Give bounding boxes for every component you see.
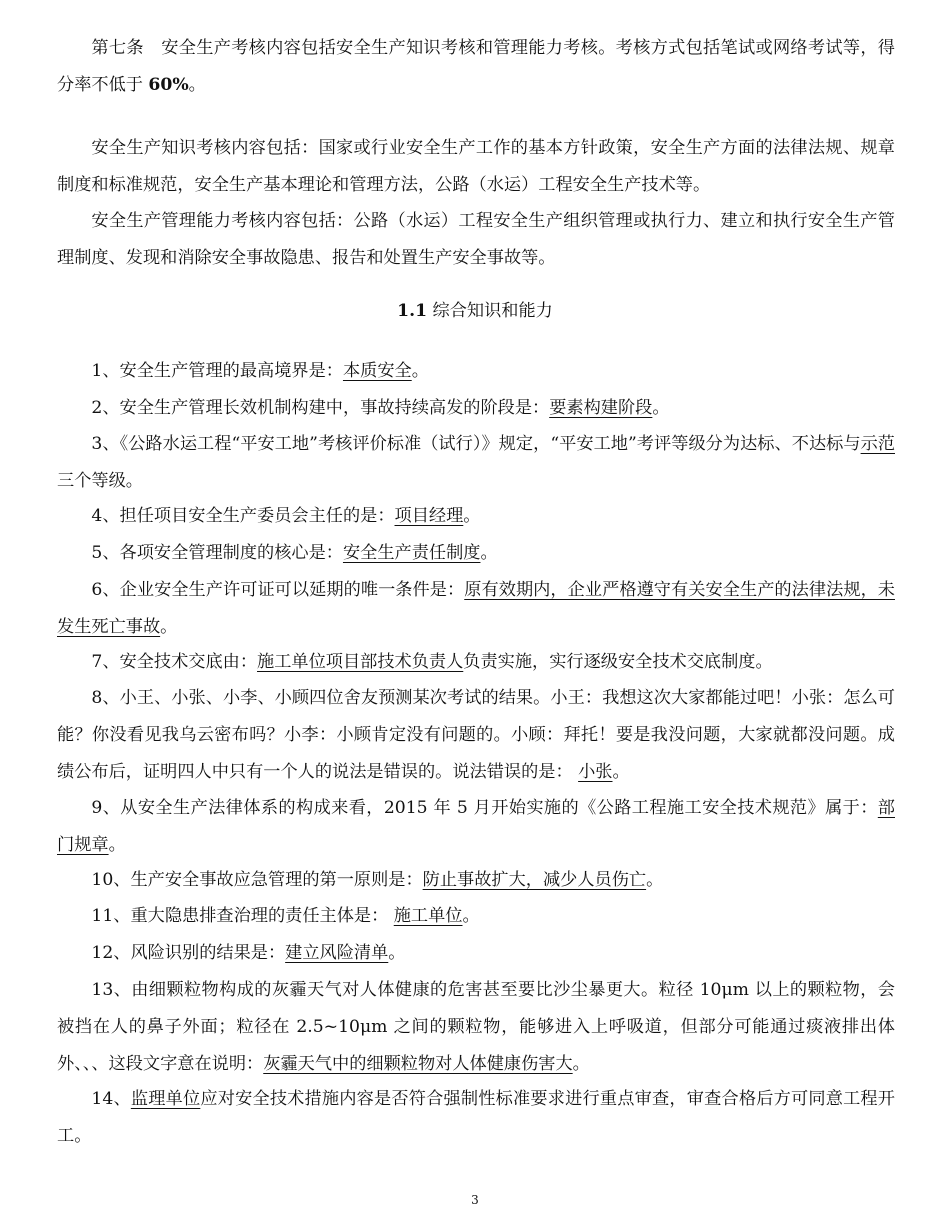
- list-item: 11、重大隐患排查治理的责任主体是： 施工单位。: [91, 906, 480, 926]
- answer: 示范: [860, 434, 895, 454]
- list-item: 4、担任项目安全生产委员会主任的是：项目经理。: [91, 506, 481, 526]
- section-number: 1.1: [397, 301, 428, 321]
- article-7-head: 第七条: [91, 38, 144, 58]
- answer: 原有效期内，企业严格遵守有关安全生产的法律法规，未发生死亡事故: [57, 580, 895, 637]
- answer: 施工单位: [393, 906, 463, 926]
- page-number: 3: [471, 1193, 479, 1207]
- list-item: 9、从安全生产法律体系的构成来看，2015 年 5 月开始实施的《公路工程施工安全技术规范》属于：部门规章。: [57, 798, 895, 855]
- answer: 要素构建阶段: [549, 398, 653, 418]
- answer: 灰霾天气中的细颗粒物对人体健康伤害大: [263, 1054, 573, 1074]
- section-title: 综合知识和能力: [427, 301, 553, 321]
- ability-paragraph: 安全生产管理能力考核内容包括：公路（水运）工程安全生产组织管理或执行力、建立和执行安全生产管理制度、发现和消除安全事故隐患、报告和处置生产安全事故等。: [57, 211, 895, 268]
- pass-rate: 60%: [148, 75, 189, 95]
- list-item: 10、生产安全事故应急管理的第一原则是：防止事故扩大，减少人员伤亡。: [91, 870, 664, 890]
- answer: 部门规章: [57, 798, 895, 855]
- list-item: 5、各项安全管理制度的核心是：安全生产责任制度。: [91, 543, 498, 563]
- answer: 防止事故扩大，减少人员伤亡: [422, 870, 647, 890]
- list-item: 7、安全技术交底由：施工单位项目部技术负责人负责实施，实行逐级安全技术交底制度。: [91, 652, 773, 672]
- list-item: 14、监理单位应对安全技术措施内容是否符合强制性标准要求进行重点审查，审查合格后方可同意工程开工。: [57, 1089, 895, 1146]
- answer: 施工单位项目部技术负责人: [257, 652, 464, 672]
- list-item: 13、由细颗粒物构成的灰霾天气对人体健康的危害甚至要比沙尘暴更大。粒径 10μm 以上的颗粒物，会被挡在人的鼻子外面；粒径在 2.5~10μm 之间的颗粒物，能够进入上呼吸道，但部分可能通过痰液排出体外、、、这段文字意在说明：灰霾天气中的细颗粒物对人体健康伤害大。: [57, 980, 895, 1074]
- answer: 建立风险清单: [285, 943, 389, 963]
- answer: 项目经理: [394, 506, 464, 526]
- answer: 本质安全: [342, 361, 412, 381]
- knowledge-paragraph: 安全生产知识考核内容包括：国家或行业安全生产工作的基本方针政策，安全生产方面的法律法规、规章制度和标准规范，安全生产基本理论和管理方法，公路（水运）工程安全生产技术等。: [57, 138, 895, 195]
- list-item: 3、《公路水运工程“平安工地”考核评价标准（试行）》规定，“平安工地”考评等级分为达标、不达标与示范三个等级。: [57, 434, 895, 491]
- list-item: 12、风险识别的结果是：建立风险清单。: [91, 943, 406, 963]
- answer: 监理单位: [130, 1089, 201, 1109]
- list-item: 1、安全生产管理的最高境界是：本质安全。: [91, 361, 429, 381]
- list-item: 6、企业安全生产许可证可以延期的唯一条件是：原有效期内，企业严格遵守有关安全生产的法律法规，未发生死亡事故。: [57, 580, 895, 637]
- article-7-paragraph: 第七条 安全生产考核内容包括安全生产知识考核和管理能力考核。考核方式包括笔试或网络考试等，得分率不低于 60%。: [57, 38, 895, 95]
- answer: 小张: [578, 762, 613, 782]
- article-7-text: 安全生产考核内容包括安全生产知识考核和管理能力考核。考核方式包括笔试或网络考试等，得分率不低于: [57, 38, 895, 95]
- list-item: 8、小王、小张、小李、小顾四位舍友预测某次考试的结果。小王：我想这次大家都能过吧！小张：怎么可能？你没看见我乌云密布吗？小李：小顾肯定没有问题的。小顾：拜托！要是我没问题，大家就都没问题。成绩公布后，证明四人中只有一个人的说法是错误的。说法错误的是： 小张。: [57, 688, 895, 782]
- answer: 安全生产责任制度: [342, 543, 481, 563]
- list-item: 2、安全生产管理长效机制构建中，事故持续高发的阶段是：要素构建阶段。: [91, 398, 670, 418]
- section-heading: [0, 296, 950, 326]
